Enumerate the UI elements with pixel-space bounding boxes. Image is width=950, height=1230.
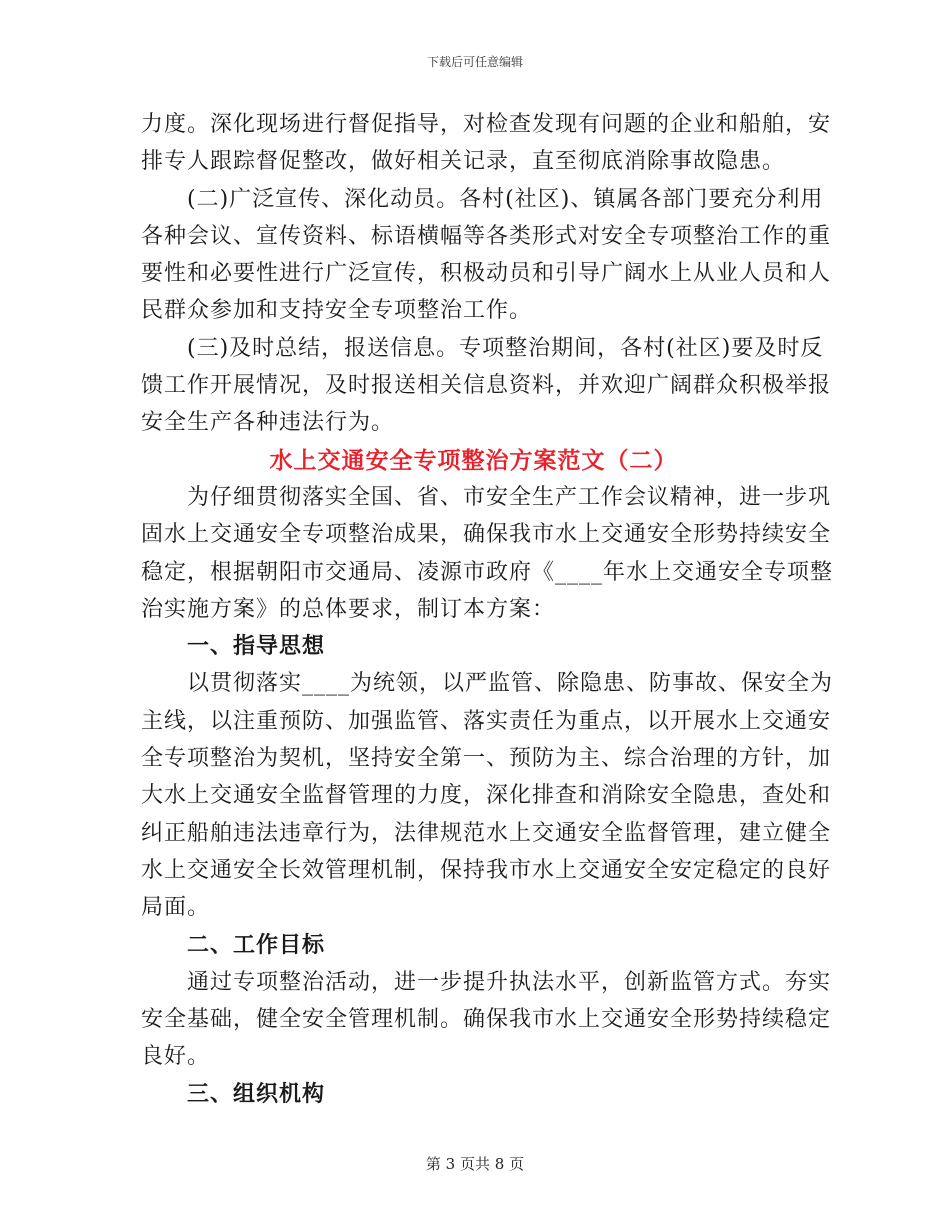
body-line: 良好。 [141,1044,211,1070]
body-line: 全专项整治为契机，坚持安全第一、预防为主、综合治理的方针，加 [141,746,832,772]
body-line: 馈工作开展情况，及时报送相关信息资料，并欢迎广阔群众积极举报 [141,373,832,399]
section-heading: 三、组织机构 [187,1080,326,1107]
body-line: 纠正船舶违法违章行为，法律规范水上交通安全监督管理，建立健全 [141,820,832,846]
page-footer: 第 3 页共 8 页 [425,1155,525,1173]
body-line: 安全生产各种违法行为。 [141,410,395,436]
body-line: 民群众参加和支持安全专项整治工作。 [141,298,533,324]
paragraph-start-line: 以贯彻落实____为统领，以严监管、除隐患、防事故、保安全为 [187,671,834,697]
body-line: 水上交通安全长效管理机制，保持我市水上交通安全安定稳定的良好 [141,857,832,883]
body-line: 安全基础，健全安全管理机制。确保我市水上交通安全形势持续稳定 [141,1007,832,1033]
body-line: 稳定，根据朝阳市交通局、凌源市政府《____年水上交通安全专项整 [141,559,834,585]
body-line: 主线，以注重预防、加强监管、落实责任为重点，以开展水上交通安 [141,708,832,734]
body-line: 要性和必要性进行广泛宣传，积极动员和引导广阔水上从业人员和人 [141,261,832,287]
body-line: 力度。深化现场进行督促指导，对检查发现有问题的企业和船舶，安 [141,112,832,137]
body-line: 排专人跟踪督促整改，做好相关记录，直至彻底消除事故隐患。 [141,149,786,175]
section-heading: 二、工作目标 [187,931,326,958]
header-note: 下载后可任意编辑 [426,55,523,69]
body-line: 各种会议、宣传资料、标语横幅等各类形式对安全专项整治工作的重 [141,223,832,249]
body-line: 大水上交通安全监督管理的力度，深化排查和消除安全隐患，查处和 [141,783,832,809]
body-line: 固水上交通安全专项整治成果，确保我市水上交通安全形势持续安全 [141,522,832,548]
section-title: 水上交通安全专项整治方案范文（二） [269,446,678,474]
paragraph-start-line: 通过专项整治活动，进一步提升执法水平，创新监管方式。夯实 [187,969,832,995]
paragraph-start-line: 为仔细贯彻落实全国、省、市安全生产工作会议精神，进一步巩 [187,484,832,510]
section-heading: 一、指导思想 [187,633,326,660]
document-body [141,106,834,1113]
body-line: 治实施方案》的总体要求，制订本方案： [141,596,556,622]
paragraph-start-line: (三)及时总结，报送信息。专项整治期间，各村(社区)要及时反 [187,335,824,361]
body-line: 局面。 [141,895,211,921]
paragraph-start-line: (二)广泛宣传、深化动员。各村(社区)、镇属各部门要充分利用 [187,186,824,212]
